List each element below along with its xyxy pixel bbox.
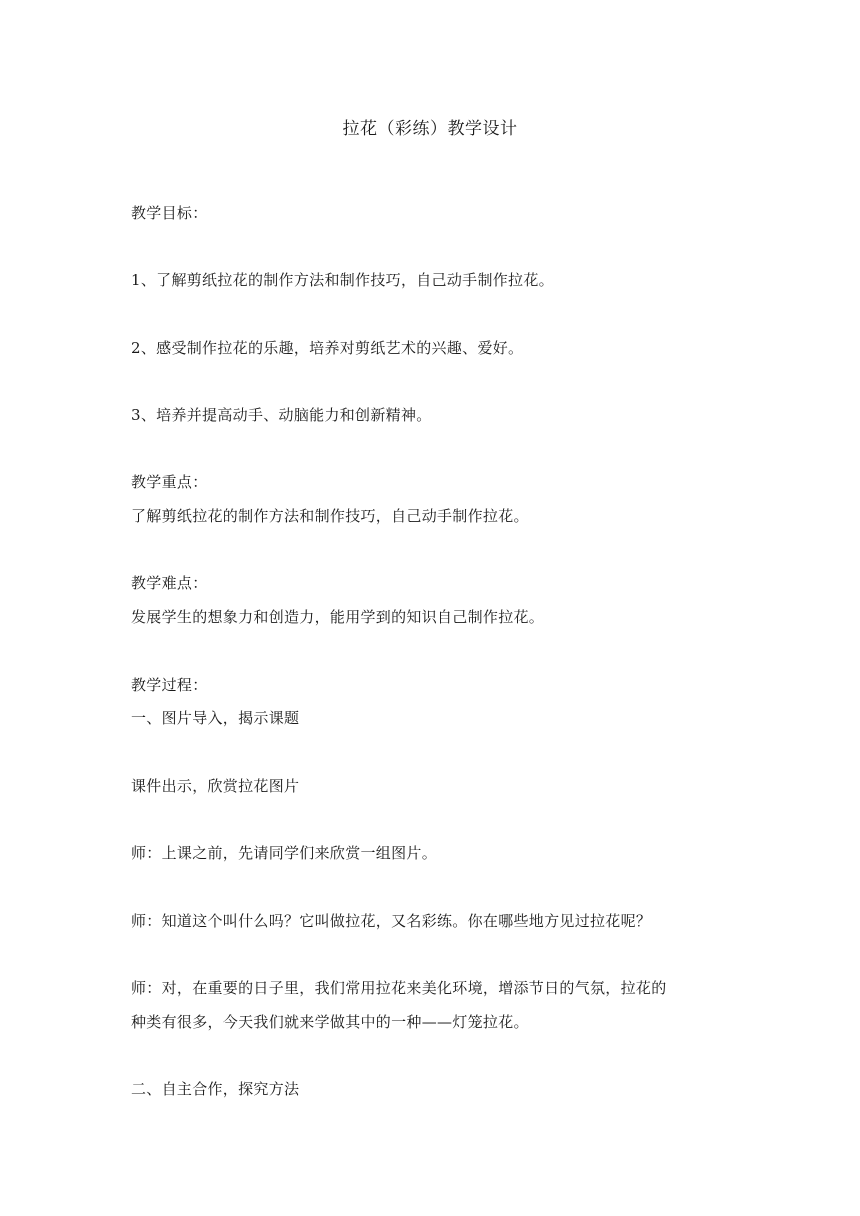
key-points-text: 了解剪纸拉花的制作方法和制作技巧，自己动手制作拉花。 — [131, 507, 529, 525]
paragraph: 课件出示，欣赏拉花图片 — [131, 777, 300, 795]
goals-heading: 教学目标： — [131, 204, 208, 222]
section-heading-2: 二、自主合作，探究方法 — [131, 1080, 300, 1098]
goal-item-1: 1、了解剪纸拉花的制作方法和制作技巧，自己动手制作拉花。 — [131, 271, 554, 289]
document-title: 拉花（彩练）教学设计 — [342, 119, 518, 139]
goal-item-2: 2、感受制作拉花的乐趣，培养对剪纸艺术的兴趣、爱好。 — [131, 339, 524, 357]
process-heading: 教学过程： — [131, 676, 208, 694]
goal-item-3: 3、培养并提高动手、动脑能力和创新精神。 — [131, 406, 432, 424]
paragraph-continuation: 种类有很多，今天我们就来学做其中的一种——灯笼拉花。 — [131, 1013, 529, 1031]
difficult-points-heading: 教学难点： — [131, 574, 208, 592]
section-heading-1: 一、图片导入，揭示课题 — [131, 709, 300, 727]
paragraph: 师：上课之前，先请同学们来欣赏一组图片。 — [131, 844, 438, 862]
key-points-heading: 教学重点： — [131, 473, 208, 491]
difficult-points-text: 发展学生的想象力和创造力，能用学到的知识自己制作拉花。 — [131, 608, 545, 626]
paragraph: 师：知道这个叫什么吗？它叫做拉花，又名彩练。你在哪些地方见过拉花呢？ — [131, 912, 652, 930]
paragraph: 师：对，在重要的日子里，我们常用拉花来美化环境，增添节日的气氛，拉花的 — [131, 979, 667, 997]
